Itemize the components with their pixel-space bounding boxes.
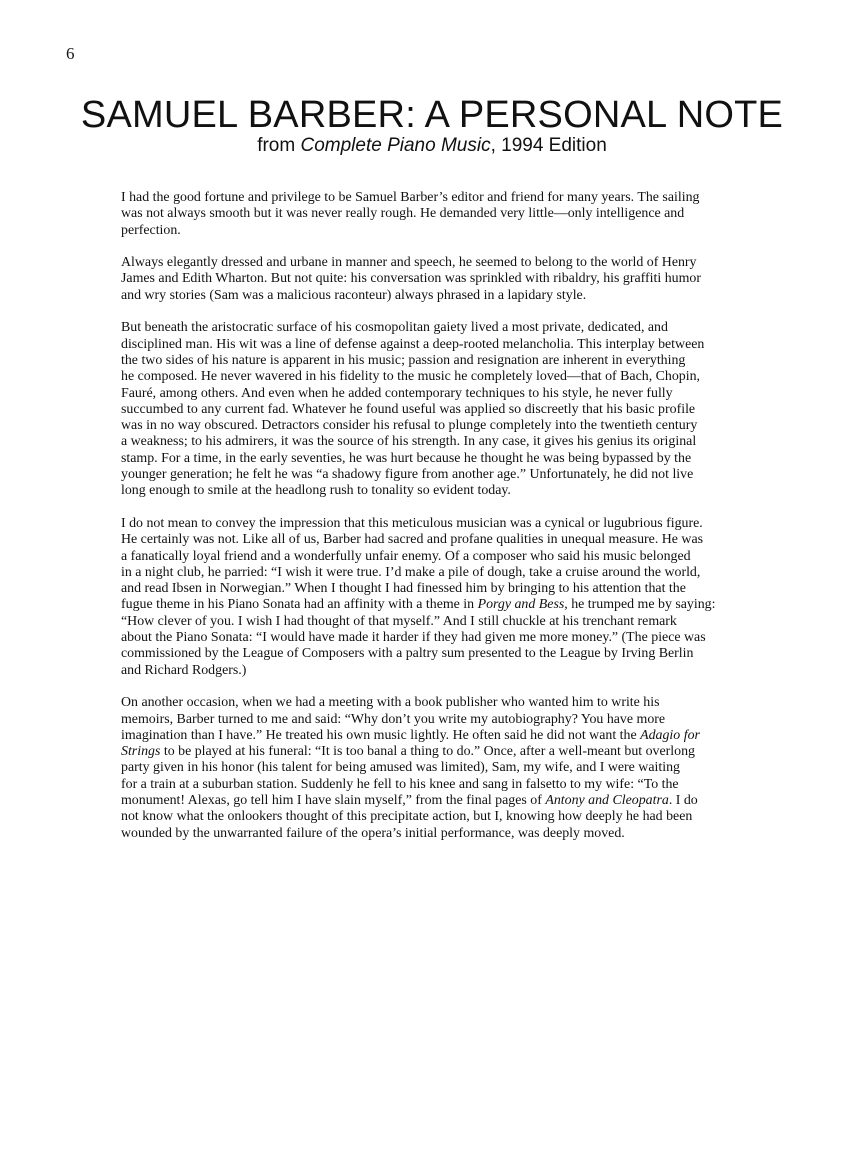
- text-segment: the two sides of his nature is apparent in his music; passion and resignation are inherent in everything: [121, 352, 686, 368]
- text-segment: about the Piano Sonata: “I would have made it harder if they had given me more money.” (The piece was: [121, 630, 706, 646]
- text-segment: party given in his honor (his talent for being amused was limited), Sam, my wife, and I were waiting: [121, 760, 680, 776]
- text-segment: James and Edith Wharton. But not quite: his conversation was sprinkled with ribaldry, his graffiti humor: [121, 271, 701, 287]
- text-line: [121, 320, 751, 336]
- text-segment: Fauré, among others. And even when he added contemporary techniques to his style, he never fully: [121, 385, 673, 401]
- subtitle-edition: , 1994 Edition: [490, 135, 607, 156]
- text-line: [121, 337, 751, 353]
- text-segment: disciplined man. His wit was a line of defense against a deep-rooted melancholia. This interplay between: [121, 336, 705, 352]
- text-line: [121, 695, 751, 711]
- text-segment: . I do: [668, 792, 698, 808]
- paragraph: [121, 320, 751, 499]
- text-segment: a weakness; to his admirers, it was the source of his strength. In any case, it gives his genius its original: [121, 434, 697, 450]
- text-segment: he composed. He never wavered in his fidelity to the music he completely loved—that of Bach, Chopin,: [121, 369, 701, 385]
- text-line: [121, 793, 751, 809]
- text-line: [121, 565, 751, 581]
- text-segment: But beneath the aristocratic surface of his cosmopolitan gaiety lived a most private, dedicated, and: [121, 320, 668, 336]
- text-line: [121, 712, 751, 728]
- paragraph: [121, 516, 751, 679]
- italic-title-text: Porgy and Bess: [477, 597, 565, 613]
- text-segment: imagination than I have.” He treated his own music lightly. He often said he did not want the: [121, 727, 641, 743]
- text-line: [121, 597, 751, 613]
- text-segment: to be played at his funeral: “It is too banal a thing to do.” Once, after a well-meant but overlong: [160, 744, 695, 760]
- subtitle-prefix: from: [257, 135, 301, 156]
- text-segment: stamp. For a time, in the early seventies, he was hurt because he thought he was being bypassed by the: [121, 450, 692, 466]
- text-line: [121, 744, 751, 760]
- text-line: [121, 402, 751, 418]
- paragraph: [121, 255, 751, 304]
- text-line: [121, 451, 751, 467]
- text-line: [121, 516, 751, 532]
- text-line: [121, 614, 751, 630]
- text-line: [121, 646, 751, 662]
- text-segment: and read Ibsen in Norwegian.” When I thought I had finessed him by bringing to his attention that the: [121, 581, 686, 597]
- italic-title-text: Antony and Cleopatra: [545, 792, 669, 808]
- text-line: [121, 549, 751, 565]
- text-segment: was not always smooth but it was never really rough. He demanded very little—only intelligence and: [121, 206, 685, 222]
- text-segment: commissioned by the League of Composers with a paltry sum presented to the League by Irving Berlin: [121, 646, 694, 662]
- text-line: [121, 353, 751, 369]
- text-segment: not know what the onlookers thought of this precipitate action, but I, knowing how deeply he had been: [121, 809, 693, 825]
- text-line: [121, 728, 751, 744]
- text-segment: younger generation; he felt he was “a shadowy figure from another age.” Unfortunately, he did not live: [121, 467, 694, 483]
- text-segment: Always elegantly dressed and urbane in manner and speech, he seemed to belong to the world of Henry: [121, 255, 697, 271]
- text-line: [121, 434, 751, 450]
- text-line: [121, 826, 751, 842]
- text-line: [121, 418, 751, 434]
- text-line: [121, 467, 751, 483]
- text-segment: succumbed to any current fad. Whatever he found useful was applied so discreetly that his basic profile: [121, 401, 696, 417]
- paragraph: [121, 190, 751, 239]
- text-line: [121, 206, 751, 222]
- text-line: [121, 483, 751, 499]
- text-segment: I do not mean to convey the impression that this meticulous musician was a cynical or lugubrious figure.: [121, 515, 703, 531]
- italic-title-text: Strings: [121, 744, 161, 760]
- text-segment: and Richard Rodgers.): [121, 662, 247, 678]
- text-segment: I had the good fortune and privilege to be Samuel Barber’s editor and friend for many years. The sailing: [121, 190, 700, 205]
- text-segment: long enough to smile at the headlong rush to tonality so evident today.: [121, 483, 511, 499]
- text-line: [121, 255, 751, 271]
- text-segment: for a train at a suburban station. Suddenly he fell to his knee and sang in falsetto to my wife: “To the: [121, 776, 679, 792]
- text-line: [121, 809, 751, 825]
- text-segment: On another occasion, when we had a meeting with a book publisher who wanted him to write his: [121, 695, 660, 711]
- article-body: [121, 190, 751, 858]
- page-number: 6: [66, 44, 75, 63]
- text-segment: monument! Alexas, go tell him I have slain myself,” from the final pages of: [121, 792, 546, 808]
- text-line: [121, 630, 751, 646]
- page-title: SAMUEL BARBER: A PERSONAL NOTE: [80, 94, 784, 136]
- text-segment: in a night club, he parried: “I wish it were true. I’d make a pile of dough, take a cruise around the world,: [121, 564, 701, 580]
- text-segment: “How clever of you. I wish I had thought of that myself.” And I still chuckle at his trenchant remark: [121, 613, 677, 629]
- text-line: [121, 369, 751, 385]
- text-segment: was in no way obscured. Detractors consider his refusal to plunge completely into the twentieth century: [121, 418, 698, 434]
- text-segment: He certainly was not. Like all of us, Barber had sacred and profane qualities in unequal measure. He was: [121, 532, 704, 548]
- text-line: [121, 581, 751, 597]
- text-segment: and wry stories (Sam was a malicious raconteur) always phrased in a lapidary style.: [121, 287, 587, 303]
- text-line: [121, 190, 751, 206]
- text-line: [121, 663, 751, 679]
- text-segment: fugue theme in his Piano Sonata had an affinity with a theme in: [121, 597, 478, 613]
- page-subtitle: [0, 133, 864, 159]
- italic-title-text: Adagio for: [640, 727, 700, 743]
- text-segment: memoirs, Barber turned to me and said: “Why don’t you write my autobiography? You have more: [121, 711, 666, 727]
- subtitle-book-title: Complete Piano Music: [300, 135, 491, 156]
- text-line: [121, 223, 751, 239]
- text-segment: , he trumped me by saying:: [564, 597, 716, 613]
- text-segment: a fanatically loyal friend and a wonderfully unfair enemy. Of a composer who said his music belonged: [121, 548, 691, 564]
- text-line: [121, 288, 751, 304]
- text-line: [121, 760, 751, 776]
- text-line: [121, 532, 751, 548]
- text-line: [121, 271, 751, 287]
- text-line: [121, 777, 751, 793]
- text-segment: wounded by the unwarranted failure of the opera’s initial performance, was deeply moved.: [121, 825, 625, 841]
- text-segment: perfection.: [121, 222, 181, 238]
- text-line: [121, 386, 751, 402]
- paragraph: [121, 695, 751, 842]
